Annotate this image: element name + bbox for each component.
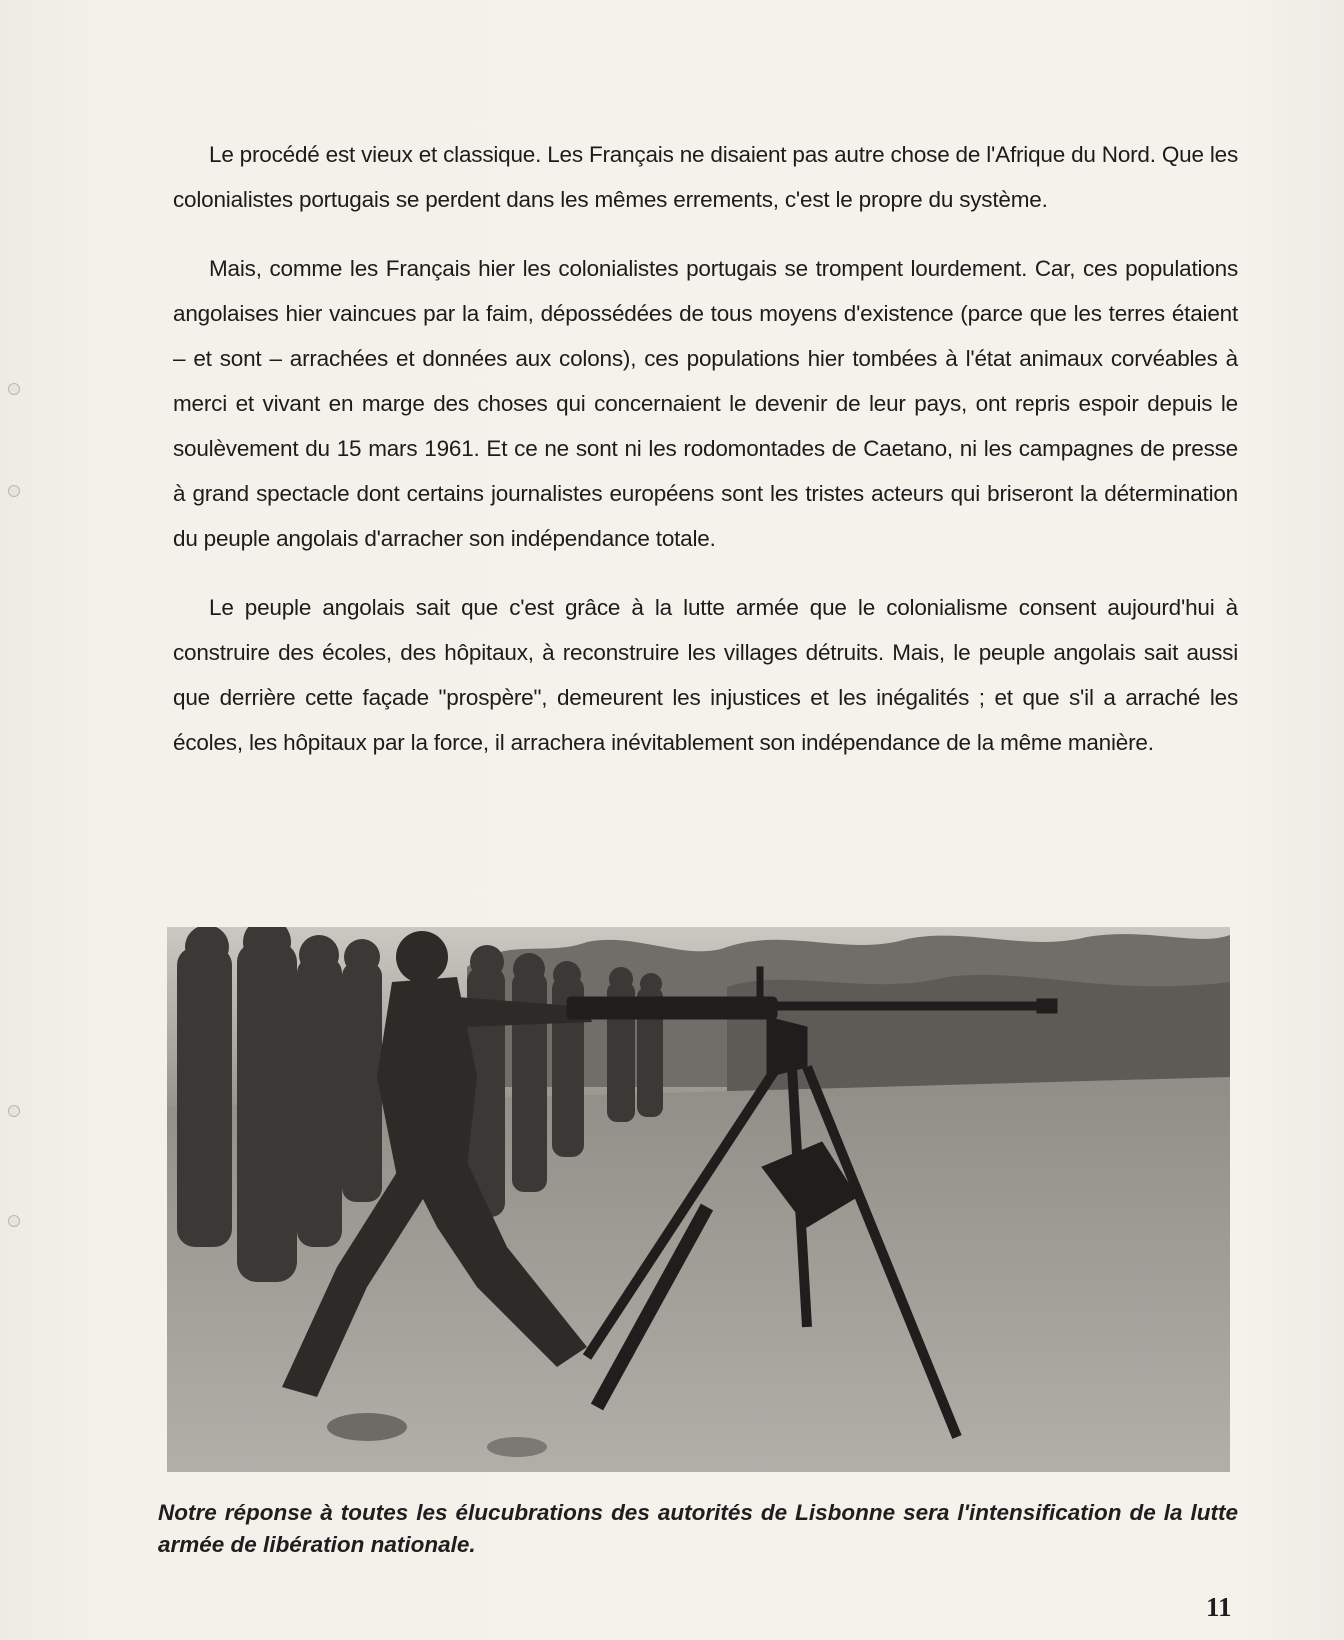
page-number: 11 [1206,1592,1232,1622]
binding-hole [8,1105,20,1117]
binding-hole [8,485,20,497]
body-text [173,132,1238,765]
binding-hole [8,383,20,395]
photo-caption: Notre réponse à toutes les élucubrations des autorités de Lisbonne sera l'intensification de la lutte armée de libération nationale. [158,1500,1238,1557]
binding-hole [8,1215,20,1227]
paragraph-1: Le procédé est vieux et classique. Les Français ne disaient pas autre chose de l'Afrique du Nord. Que les colonialistes portugais se perdent dans les mêmes errements, c'est le propre du système. [173,142,1238,212]
paragraph-2: Mais, comme les Français hier les colonialistes portugais se trompent lourdement. Car, ces populations angolaises hier vaincues par la faim, dépossédées de tous moyens d'existence (parce que les terres étaient – et sont – arrachées et données aux colons), ces populations hier tombées à l'état animaux corvéables à merci et vivant en marge des choses qui concernaient le devenir de leur pays, ont repris espoir depuis le soulèvement du 15 mars 1961. Et ce ne sont ni les rodomontades de Caetano, ni les campagnes de presse à grand spectacle dont certains journalistes européens sont les tristes acteurs qui briseront la détermination du peuple angolais d'arracher son indépendance totale. [173,256,1238,551]
paragraph-3: Le peuple angolais sait que c'est grâce à la lutte armée que le colonialisme consent aujourd'hui à construire des écoles, des hôpitaux, à reconstruire les villages détruits. Mais, le peuple angolais sait aussi que derrière cette façade "prospère", demeurent les injustices et les inégalités ; et que s'il a arraché les écoles, les hôpitaux par la force, il arrachera inévitablement son indépendance de la même manière. [173,595,1238,755]
photograph-machine-gun-training [167,927,1230,1472]
